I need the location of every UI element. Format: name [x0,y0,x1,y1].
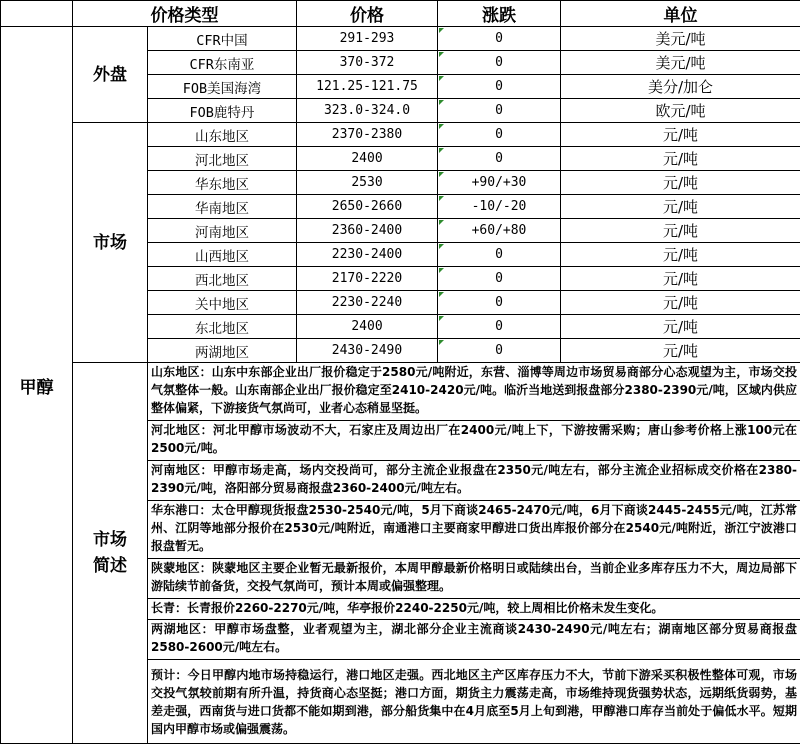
price-value: 121.25-121.75 [297,75,438,99]
header-blank-cell [1,1,73,27]
price-value: 2400 [297,315,438,339]
price-value: 2170-2220 [297,267,438,291]
price-unit: 元/吨 [561,339,800,363]
note-row [1,363,800,421]
region-name: 河南地区 [148,219,297,243]
price-change: 0 [438,51,561,75]
price-type-name: FOB鹿特丹 [148,99,297,123]
note-forecast: 预计：今日甲醇内地市场持稳运行，港口地区走强。西北地区主产区库存压力不大，节前下游采买积极性整体可观，市场交投气氛较前期有所升温，持货商心态坚挺；港口方面，期货主力震荡走高，市场维持现货强势状态，远期纸货弱势，基差走强，西南货与进口货都不能如期到港，部分船货集中在4月底至5月上旬到港，甲醇港口库存当前处于偏低水平。短期国内甲醇市场或偏强震荡。 [148,660,800,744]
price-change: 0 [438,315,561,339]
group-outer: 外盘 [73,27,148,123]
price-change: 0 [438,75,561,99]
price-unit: 元/吨 [561,171,800,195]
header-unit: 单位 [561,1,800,27]
price-change: -10/-20 [438,195,561,219]
price-value: 2230-2400 [297,243,438,267]
group-market: 市场 [73,123,148,363]
price-change: 0 [438,27,561,51]
price-type-name: FOB美国海湾 [148,75,297,99]
price-value: 2430-2490 [297,339,438,363]
price-change: 0 [438,267,561,291]
price-change: 0 [438,99,561,123]
note-shandong: 山东地区：山东中东部企业出厂报价稳定于2580元/吨附近，东营、淄博等周边市场贸易商部分心态观望为主，市场交投气氛整体一般。山东南部企业出厂报价稳定至2410-2420元/吨。临沂当地送到报盘部分2380-2390元/吨，区域内供应整体偏紧，下游接货气氛尚可，业者心态稍显坚挺。 [148,363,800,421]
price-unit: 元/吨 [561,147,800,171]
region-name: 华东地区 [148,171,297,195]
price-value: 2360-2400 [297,219,438,243]
price-row [1,27,800,51]
category-cell: 甲醇 [1,27,73,744]
price-unit: 元/吨 [561,291,800,315]
region-name: 河北地区 [148,147,297,171]
region-name: 山东地区 [148,123,297,147]
price-change: 0 [438,243,561,267]
price-unit: 元/吨 [561,243,800,267]
price-change: +60/+80 [438,219,561,243]
group-summary-label: 市场简述 [93,527,127,579]
price-value: 2370-2380 [297,123,438,147]
note-henan: 河南地区：甲醇市场走高，场内交投尚可，部分主流企业报盘在2350元/吨左右，部分主流企业招标成交价格在2380-2390元/吨，洛阳部分贸易商报盘2360-2400元/吨左右。 [148,461,800,501]
price-unit: 元/吨 [561,195,800,219]
price-value: 291-293 [297,27,438,51]
note-changqing: 长青：长青报价2260-2270元/吨，华亭报价2240-2250元/吨，较上周相比价格未发生变化。 [148,599,800,620]
price-value: 323.0-324.0 [297,99,438,123]
region-name: 关中地区 [148,291,297,315]
price-change: 0 [438,339,561,363]
price-value: 2530 [297,171,438,195]
price-type-name: CFR中国 [148,27,297,51]
price-unit: 元/吨 [561,123,800,147]
price-unit: 美元/吨 [561,51,800,75]
region-name: 华南地区 [148,195,297,219]
price-unit: 欧元/吨 [561,99,800,123]
price-unit: 美分/加仑 [561,75,800,99]
region-name: 东北地区 [148,315,297,339]
group-summary [73,363,148,744]
header-change: 涨跌 [438,1,561,27]
price-value: 2230-2240 [297,291,438,315]
region-name: 山西地区 [148,243,297,267]
note-hebei: 河北地区：河北甲醇市场波动不大，石家庄及周边出厂在2400元/吨上下，下游按需采购；唐山参考价格上涨100元在2500元/吨。 [148,421,800,461]
region-name: 两湖地区 [148,339,297,363]
header-price: 价格 [297,1,438,27]
note-shaanxi-mongolia: 陕蒙地区：陕蒙地区主要企业暂无最新报价，本周甲醇最新价格明日或陆续出台，当前企业多库存压力不大，周边局部下游陆续节前备货，交投气氛尚可，预计本周或偏强整理。 [148,559,800,599]
price-value: 370-372 [297,51,438,75]
header-price-type: 价格类型 [73,1,297,27]
price-row [1,123,800,147]
price-change: 0 [438,147,561,171]
price-value: 2400 [297,147,438,171]
note-east-china-port: 华东港口：太仓甲醇现货报盘2530-2540元/吨，5月下商谈2465-2470元/吨，6月下商谈2445-2455元/吨，江苏常州、江阴等地部分报价在2530元/吨附近，南通港口主要商家甲醇进口货出库报价部分在2540元/吨附近，浙江宁波港口报盘暂无。 [148,501,800,559]
price-unit: 美元/吨 [561,27,800,51]
price-change: 0 [438,123,561,147]
price-unit: 元/吨 [561,267,800,291]
price-unit: 元/吨 [561,219,800,243]
price-unit: 元/吨 [561,315,800,339]
price-type-name: CFR东南亚 [148,51,297,75]
price-change: 0 [438,291,561,315]
price-change: +90/+30 [438,171,561,195]
price-value: 2650-2660 [297,195,438,219]
note-hubei-hunan: 两湖地区：甲醇市场盘整，业者观望为主，湖北部分企业主流商谈2430-2490元/吨左右；湖南地区部分贸易商报盘2580-2600元/吨左右。 [148,620,800,660]
region-name: 西北地区 [148,267,297,291]
